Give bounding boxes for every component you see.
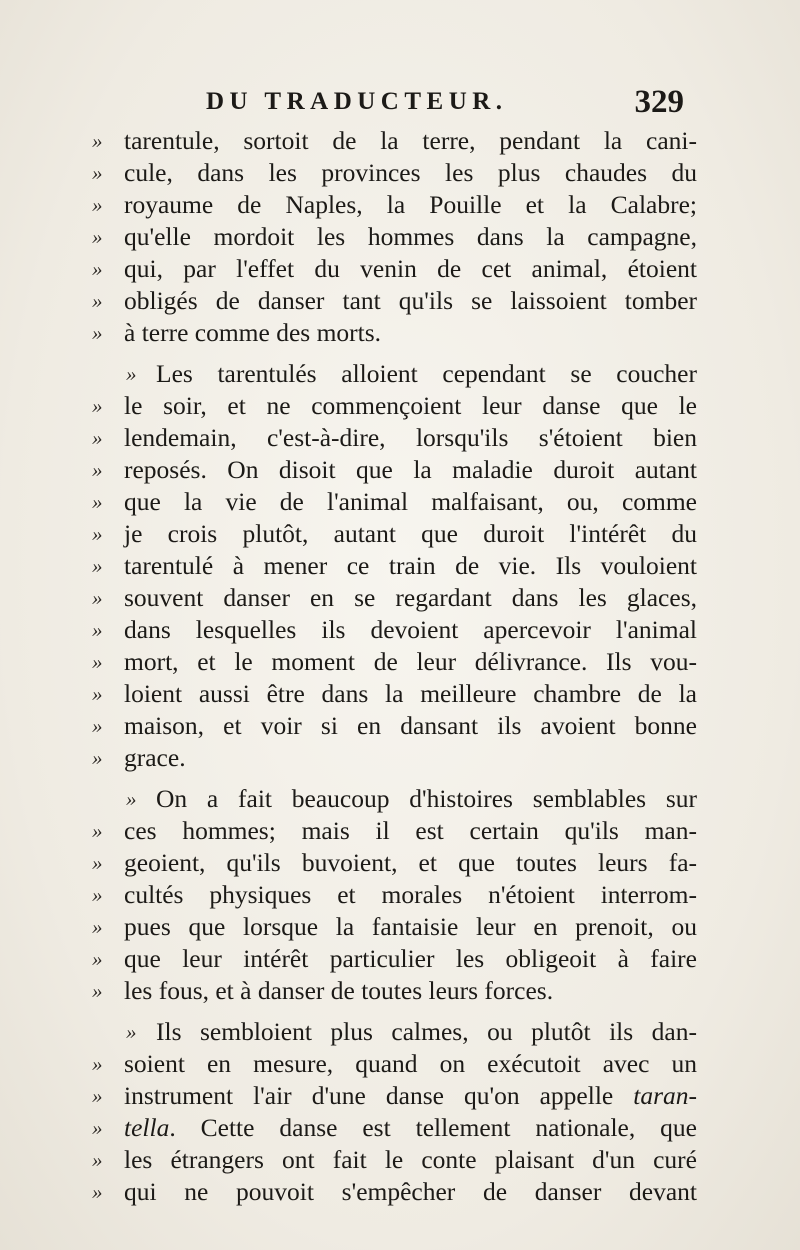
quote-mark: » [92, 1052, 103, 1076]
text-line: » le soir, et ne commençoient leur danse que le [92, 391, 697, 420]
quote-mark: » [92, 819, 103, 843]
quote-mark: » [92, 161, 103, 185]
quote-mark: » [92, 915, 103, 939]
text-line: » que la vie de l'animal malfaisant, ou, comme [92, 487, 697, 516]
text-line: » ces hommes; mais il est certain qu'ils man- [92, 816, 697, 845]
text-line: » que leur intérêt particulier les obligeoit à faire [92, 944, 697, 973]
quote-mark: » [92, 458, 103, 482]
body-text [92, 125, 697, 1217]
quote-mark: » [92, 979, 103, 1003]
quote-mark: » [92, 746, 103, 770]
text-line: » Les tarentulés alloient cependant se coucher [126, 359, 697, 388]
text-line: » obligés de danser tant qu'ils se laissoient tomber [92, 286, 697, 315]
quote-mark: » [92, 394, 103, 418]
text-line: » tarentule, sortoit de la terre, pendant la cani- [92, 126, 697, 155]
text-line: » reposés. On disoit que la maladie duroit autant [92, 455, 697, 484]
quote-mark: » [92, 193, 103, 217]
text-line: » lendemain, c'est-à-dire, lorsqu'ils s'étoient bien [92, 423, 697, 452]
text-line: » dans lesquelles ils devoient apercevoir l'animal [92, 615, 697, 644]
text-line: » instrument l'air d'une danse qu'on appelle taran- [92, 1081, 697, 1110]
quote-mark: » [92, 1116, 103, 1140]
quote-mark: » [92, 851, 103, 875]
quote-mark: » [92, 490, 103, 514]
text-line: » qui, par l'effet du venin de cet animal, étoient [92, 254, 697, 283]
text-line: » grace. [92, 743, 186, 772]
quote-mark: » [92, 1180, 103, 1204]
quote-mark: » [92, 225, 103, 249]
text-line: » royaume de Naples, la Pouille et la Calabre; [92, 190, 697, 219]
quote-mark: » [92, 522, 103, 546]
text-line: » Ils sembloient plus calmes, ou plutôt ils dan- [126, 1017, 697, 1046]
paragraph [92, 358, 697, 774]
text-line: » geoient, qu'ils buvoient, et que toutes leurs fa- [92, 848, 697, 877]
page-header [206, 84, 686, 124]
quote-mark: » [92, 129, 103, 153]
text-line: » maison, et voir si en dansant ils avoient bonne [92, 711, 697, 740]
quote-mark: » [92, 1084, 103, 1108]
paragraph [92, 783, 697, 1007]
page-number: 329 [634, 84, 684, 120]
text-line: » cule, dans les provinces les plus chaudes du [92, 158, 697, 187]
paragraph [92, 1016, 697, 1208]
paragraph [92, 125, 697, 349]
quote-mark: » [92, 321, 103, 345]
quote-mark: » [92, 554, 103, 578]
text-line: » soient en mesure, quand on exécutoit avec un [92, 1049, 697, 1078]
quote-mark: » [92, 1148, 103, 1172]
text-line: » les étrangers ont fait le conte plaisant d'un curé [92, 1145, 697, 1174]
quote-mark: » [126, 362, 137, 386]
quote-mark: » [92, 586, 103, 610]
quote-mark: » [92, 289, 103, 313]
quote-mark: » [92, 714, 103, 738]
text-line: » je crois plutôt, autant que duroit l'intérêt du [92, 519, 697, 548]
text-line: » cultés physiques et morales n'étoient interrom- [92, 880, 697, 909]
quote-mark: » [126, 1020, 137, 1044]
text-line: » qui ne pouvoit s'empêcher de danser devant [92, 1177, 697, 1206]
quote-mark: » [92, 947, 103, 971]
quote-mark: » [92, 650, 103, 674]
text-line: » mort, et le moment de leur délivrance. Ils vou- [92, 647, 697, 676]
text-line: » souvent danser en se regardant dans les glaces, [92, 583, 697, 612]
quote-mark: » [92, 883, 103, 907]
quote-mark: » [92, 682, 103, 706]
quote-mark: » [126, 787, 137, 811]
text-line: » tella. Cette danse est tellement nationale, que [92, 1113, 697, 1142]
text-line: » qu'elle mordoit les hommes dans la campagne, [92, 222, 697, 251]
text-line: » pues que lorsque la fantaisie leur en prenoit, ou [92, 912, 697, 941]
text-line: » loient aussi être dans la meilleure chambre de la [92, 679, 697, 708]
running-head: DU TRADUCTEUR. [206, 88, 508, 115]
quote-mark: » [92, 257, 103, 281]
text-line: » tarentulé à mener ce train de vie. Ils vouloient [92, 551, 697, 580]
quote-mark: » [92, 426, 103, 450]
quote-mark: » [92, 618, 103, 642]
text-line: » On a fait beaucoup d'histoires semblables sur [126, 784, 697, 813]
text-line: » les fous, et à danser de toutes leurs forces. [92, 976, 554, 1005]
text-line: » à terre comme des morts. [92, 318, 382, 347]
